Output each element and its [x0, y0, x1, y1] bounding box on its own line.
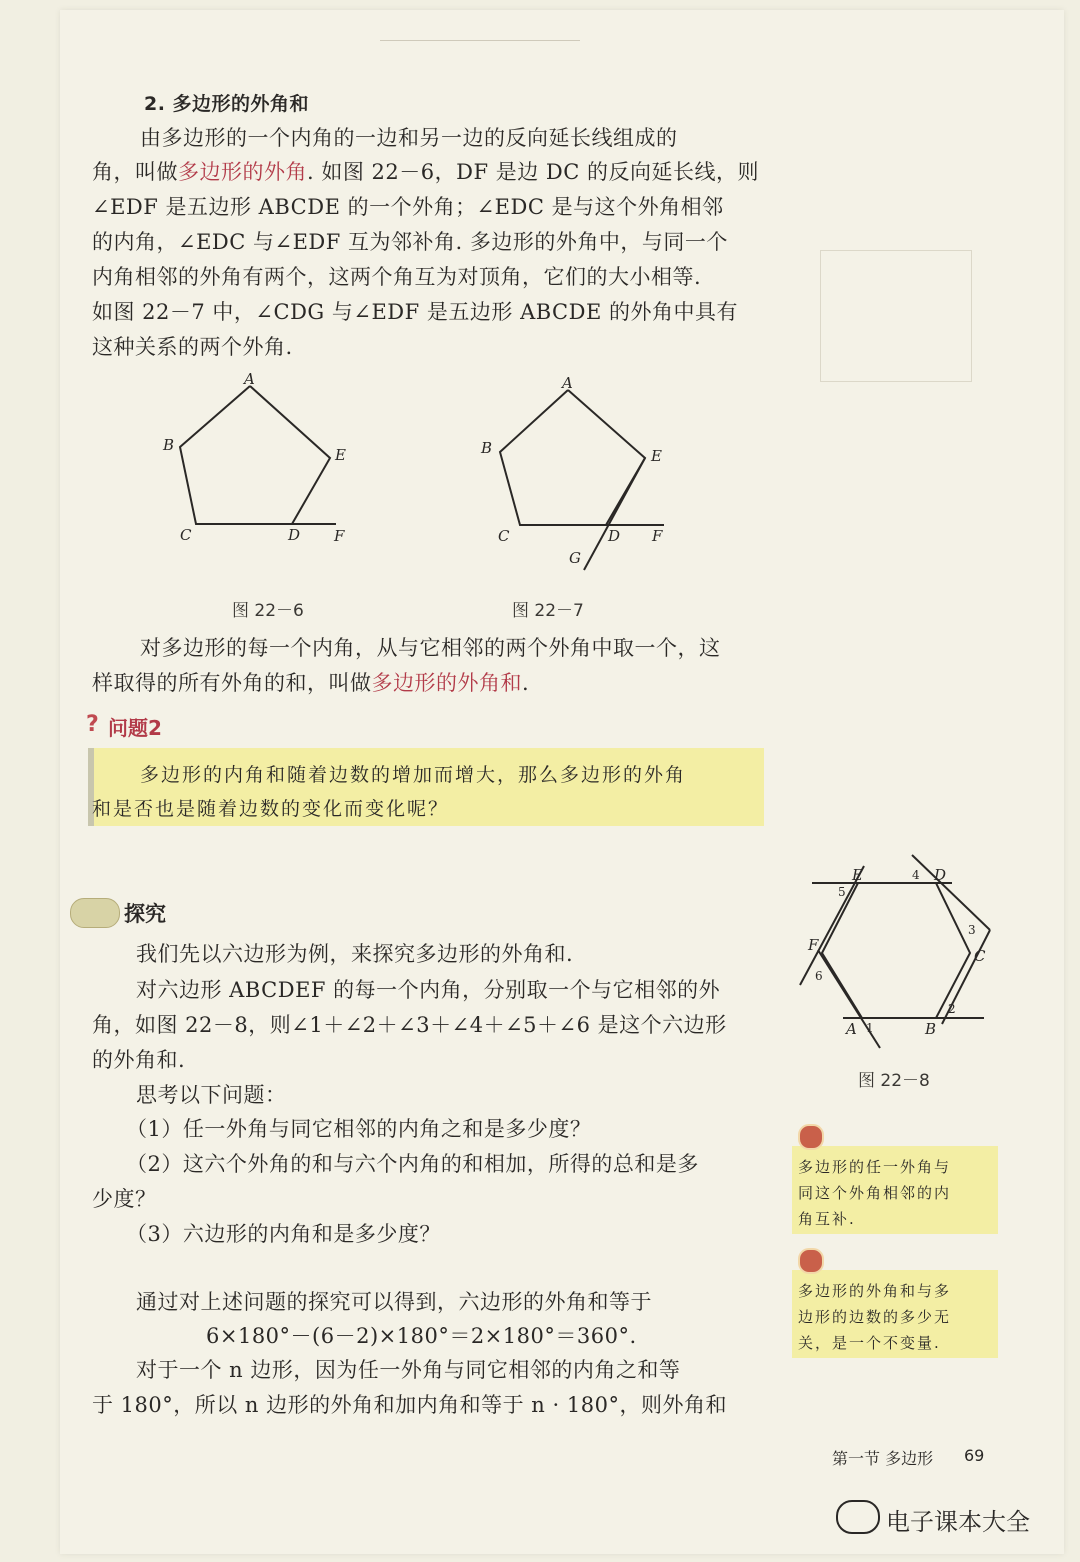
angle-label-3: 3: [968, 923, 976, 937]
side-note-2-line3: 关，是一个不变量.: [798, 1334, 941, 1352]
label-a: A: [244, 370, 255, 388]
explore-line1: 我们先以六边形为例，来探究多边形的外角和.: [136, 942, 574, 966]
paragraph1-line7: 这种关系的两个外角.: [92, 335, 293, 359]
side-note-1-line1: 多边形的任一外角与: [798, 1158, 952, 1176]
watermark-text: 电子课本大全: [886, 1508, 1030, 1536]
extension-line-dc: [912, 855, 990, 930]
explore-line3: 角，如图 22－8，则∠1＋∠2＋∠3＋∠4＋∠5＋∠6 是这个六边形: [92, 1013, 727, 1037]
explore-line4: 的外角和.: [92, 1048, 186, 1072]
label-d: D: [608, 527, 621, 545]
question-label: 问题2: [108, 716, 162, 740]
label-b: B: [163, 436, 175, 454]
caption-22-7: 图 22－7: [512, 601, 584, 621]
explore-question1: （1）任一外角与同它相邻的内角之和是多少度？: [126, 1117, 592, 1141]
label-d: D: [934, 866, 947, 884]
label-d: D: [288, 526, 301, 544]
paragraph1-line6: 如图 22－7 中，∠CDG 与∠EDF 是五边形 ABCDE 的外角中具有: [92, 300, 738, 324]
label-f: F: [652, 527, 663, 545]
explore-label: 探究: [124, 902, 166, 926]
lightbulb-icon: [798, 1124, 824, 1150]
side-note-1-line2: 同这个外角相邻的内: [798, 1184, 952, 1202]
question-line2: 和是否也是随着边数的变化而变化呢？: [92, 798, 450, 820]
side-note-2-line2: 边形的边数的多少无: [798, 1308, 952, 1326]
label-f: F: [334, 527, 345, 545]
caption-22-6: 图 22－6: [232, 601, 304, 621]
label-e: E: [852, 866, 863, 884]
label-e: E: [335, 446, 346, 464]
question-line1: 多边形的内角和随着边数的增加而增大，那么多边形的外角: [140, 764, 687, 786]
caption-22-8: 图 22－8: [858, 1071, 930, 1091]
question-mark-icon: ?: [86, 712, 99, 737]
paragraph1-line1: 由多边形的一个内角的一边和另一边的反向延长线组成的: [140, 126, 678, 150]
angle-label-2: 2: [948, 1002, 956, 1016]
paragraph2-line2-start: 样取得的所有外角的和，叫做: [92, 671, 372, 695]
explore-line2: 对六边形 ABCDEF 的每一个内角，分别取一个与它相邻的外: [136, 978, 721, 1002]
paragraph2-line1: 对多边形的每一个内角，从与它相邻的两个外角中取一个，这: [140, 636, 721, 660]
paragraph1-line3: ∠EDF 是五边形 ABCDE 的一个外角；∠EDC 是与这个外角相邻: [92, 195, 724, 219]
conclusion-line1: 通过对上述问题的探究可以得到，六边形的外角和等于: [136, 1290, 652, 1314]
page-number: 69: [964, 1446, 985, 1465]
label-g: G: [569, 549, 581, 567]
label-f: F: [808, 936, 819, 954]
explore-question2a: （2）这六个外角的和与六个内角的和相加，所得的总和是多: [126, 1152, 699, 1176]
paragraph1-line5: 内角相邻的外角有两个，这两个角互为对顶角，它们的大小相等.: [92, 265, 702, 289]
label-a: A: [562, 374, 573, 392]
angle-label-4: 4: [912, 868, 920, 882]
footer-section: 第一节 多边形: [832, 1449, 934, 1468]
angle-label-6: 6: [815, 969, 823, 983]
side-note-1-line3: 角互补.: [798, 1210, 856, 1228]
paragraph1-line2-start: 角，叫做: [92, 160, 178, 184]
paragraph1-line4: 的内角，∠EDC 与∠EDF 互为邻补角. 多边形的外角中，与同一个: [92, 230, 728, 254]
label-e: E: [651, 447, 662, 465]
angle-label-5: 5: [838, 885, 846, 899]
term-exterior-angle-sum: 多边形的外角和: [371, 671, 522, 695]
term-exterior-angle: 多边形的外角: [178, 160, 307, 184]
conclusion-formula: 6×180°－(6－2)×180°＝2×180°＝360°.: [206, 1324, 637, 1348]
explore-think: 思考以下问题：: [136, 1083, 287, 1107]
label-c: C: [498, 527, 510, 545]
conclusion-line3: 于 180°，所以 n 边形的外角和加内角和等于 n · 180°，则外角和: [92, 1393, 727, 1417]
label-b: B: [481, 439, 493, 457]
conclusion-line2: 对于一个 n 边形，因为任一外角与同它相邻的内角之和等: [136, 1358, 681, 1382]
lightbulb-icon: [798, 1248, 824, 1274]
explore-question2b: 少度？: [92, 1187, 157, 1211]
label-c: C: [974, 947, 986, 965]
paragraph1-line2-end: . 如图 22－6，DF 是边 DC 的反向延长线，则: [307, 160, 759, 184]
section-title: 2. 多边形的外角和: [144, 93, 310, 115]
paragraph2-line2-end: .: [522, 671, 530, 695]
label-b: B: [925, 1020, 937, 1038]
side-note-2-line1: 多边形的外角和与多: [798, 1282, 952, 1300]
angle-label-1: 1: [866, 1021, 874, 1035]
explore-question3: （3）六边形的内角和是多少度？: [126, 1222, 441, 1246]
label-c: C: [180, 526, 192, 544]
wechat-logo-icon: [836, 1500, 880, 1534]
label-a: A: [846, 1020, 857, 1038]
